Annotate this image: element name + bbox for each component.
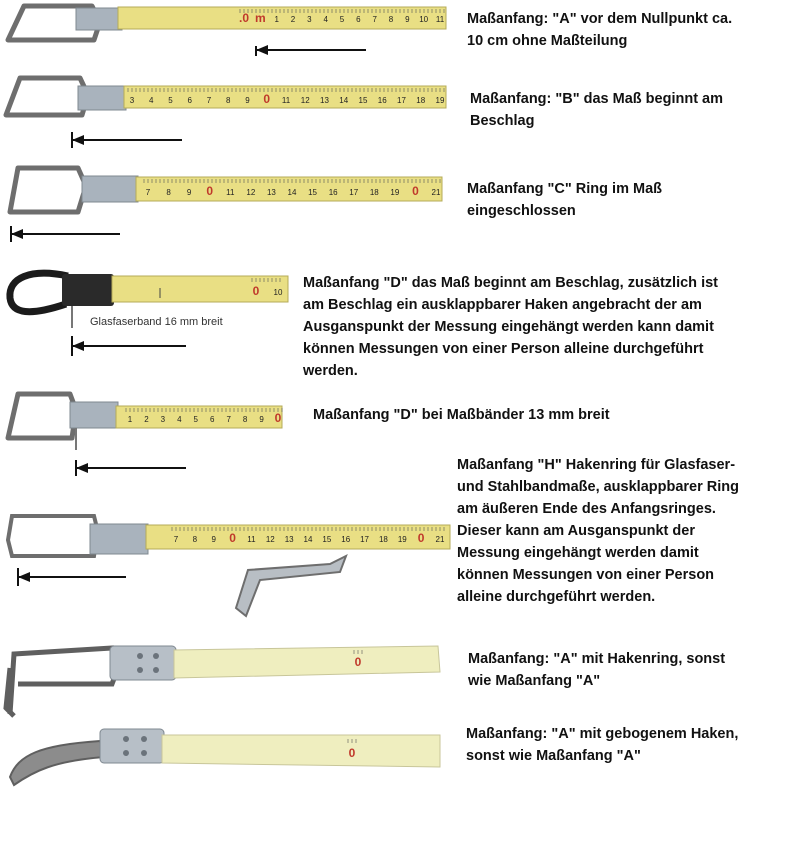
row-d (0, 258, 803, 388)
tape-label: 0 (263, 92, 271, 106)
tape-label: 9 (259, 415, 264, 424)
tape-label: 14 (303, 535, 313, 544)
tape-label: 9 (405, 15, 410, 24)
tape-label: 4 (177, 415, 182, 424)
tape-label: 13 (320, 96, 329, 105)
tape-label: 16 (341, 535, 351, 544)
tape-label: 12 (300, 96, 310, 105)
caption-a-bent: Maßanfang: "A" mit gebogenem Haken, sonst wie Maßanfang "A" (466, 726, 739, 764)
row-c (0, 160, 803, 250)
tape-label: 17 (360, 535, 370, 544)
tape-label: 0 (274, 411, 282, 425)
tape-label: 14 (287, 188, 297, 197)
tape-label: 1 (274, 15, 279, 24)
caption-b: Maßanfang: "B" das Maß beginnt am Beschlag (470, 91, 724, 129)
tape-label: 0 (412, 184, 419, 198)
tape-label: 18 (416, 96, 426, 105)
tape-label: 5 (193, 415, 199, 424)
tape-label: 9 (186, 188, 192, 197)
tape-label: 8 (192, 535, 198, 544)
tape-label: 16 (328, 188, 338, 197)
caption-h: Maßanfang "H" Hakenring für Glasfaser- und Stahlbandmaße, ausklappbarer Ring am äußeren Ende des Anfangsringes. Dieser kann am Ausganspunkt der Messung eingehängt werden damit können Messungen von einer Person alleine durchgeführt werden. (457, 457, 739, 605)
tape-label: 11 (435, 15, 445, 24)
tape-label: 4 (149, 96, 154, 105)
caption-c: Maßanfang "C" Ring im Maß eingeschlossen (467, 181, 662, 219)
tape-label: 7 (145, 188, 151, 197)
ring-tape-icon (0, 70, 460, 155)
tape-label: 8 (388, 15, 394, 24)
tape-label: 12 (265, 535, 275, 544)
tape-label: 10 (419, 15, 429, 24)
tape-label: 3 (307, 15, 312, 24)
tape-label: 21 (431, 188, 441, 197)
tape-label: 4 (323, 15, 328, 24)
tape-label: 21 (435, 535, 445, 544)
tape-label: .0 (238, 11, 250, 25)
tape-label: 0 (417, 531, 425, 545)
tape-label: 3 (160, 415, 166, 424)
tape-label: 9 (245, 96, 250, 105)
tape-label: 17 (349, 188, 359, 197)
tape-label: 15 (322, 535, 332, 544)
tape-label: 7 (206, 96, 212, 105)
row-a-bent (0, 715, 803, 805)
tape-label: 8 (166, 188, 171, 197)
tape-label: 19 (397, 535, 407, 544)
hook-ring-tape-icon (0, 448, 460, 638)
tape-label: 13 (284, 535, 294, 544)
tape-label: 15 (308, 188, 318, 197)
hook-ring-tape-icon (0, 638, 460, 723)
tape-label: 11 (247, 535, 256, 544)
caption-d: Maßanfang "D" das Maß beginnt am Beschlag, zusätzlich ist am Beschlag ein ausklappbarer Haken angebracht der am Ausganspunkt der Messung eingehängt werden kann damit können Messungen von einer Person alleine durchgeführt werden. (303, 275, 718, 379)
tape-label: 0 (229, 531, 236, 545)
caption-a-hook: Maßanfang: "A" mit Hakenring, sonst wie Maßanfang "A" (468, 651, 726, 689)
tape-label: 11 (281, 96, 291, 105)
tape-label: 1 (127, 415, 133, 424)
tape-label: 10 (273, 288, 283, 297)
tape-label: 13 (266, 188, 276, 197)
row-a-hook (0, 638, 803, 723)
bent-hook-tape-icon (0, 715, 460, 805)
tape-label: 7 (372, 15, 377, 24)
tape-label: 0 (252, 284, 260, 298)
row-b (0, 70, 803, 155)
tape-label: 5 (168, 96, 173, 105)
loop-tape-icon (0, 258, 300, 368)
tape-label: 2 (290, 15, 296, 24)
row-h (0, 448, 803, 638)
tape-label: 18 (378, 535, 388, 544)
tape-label: 12 (246, 188, 256, 197)
row-a (0, 0, 803, 70)
tape-label: 0 (354, 655, 362, 669)
caption-d13: Maßanfang "D" bei Maßbänder 13 mm breit (313, 407, 610, 423)
tape-label: 14 (339, 96, 349, 105)
tape-label: 11 (226, 188, 235, 197)
tape-label: 17 (397, 96, 406, 105)
tape-label: 19 (435, 96, 445, 105)
ring-tape-icon (0, 0, 460, 70)
tape-label: 5 (339, 15, 345, 24)
caption-a: Maßanfang: "A" vor dem Nullpunkt ca. 10 cm ohne Maßteilung (467, 11, 733, 49)
tape-label: 16 (377, 96, 387, 105)
tape-label: 2 (144, 415, 149, 424)
tape-label: 9 (211, 535, 216, 544)
tape-label: 0 (206, 184, 214, 198)
tape-label: 0 (348, 746, 356, 760)
tape-label: 8 (226, 96, 231, 105)
tape-label: 7 (173, 535, 179, 544)
tape-label: 7 (226, 415, 231, 424)
glasfaserband-note: Glasfaserband 16 mm breit (90, 316, 223, 328)
tape-label: 6 (209, 415, 215, 424)
tape-label: 18 (369, 188, 379, 197)
tape-label: m (254, 11, 266, 25)
tape-label: 19 (390, 188, 400, 197)
tape-label: 8 (242, 415, 248, 424)
tape-label: 6 (187, 96, 192, 105)
tape-label: 3 (129, 96, 135, 105)
ring-tape-icon (0, 160, 460, 250)
tape-label: 15 (358, 96, 368, 105)
tape-label: 6 (356, 15, 361, 24)
